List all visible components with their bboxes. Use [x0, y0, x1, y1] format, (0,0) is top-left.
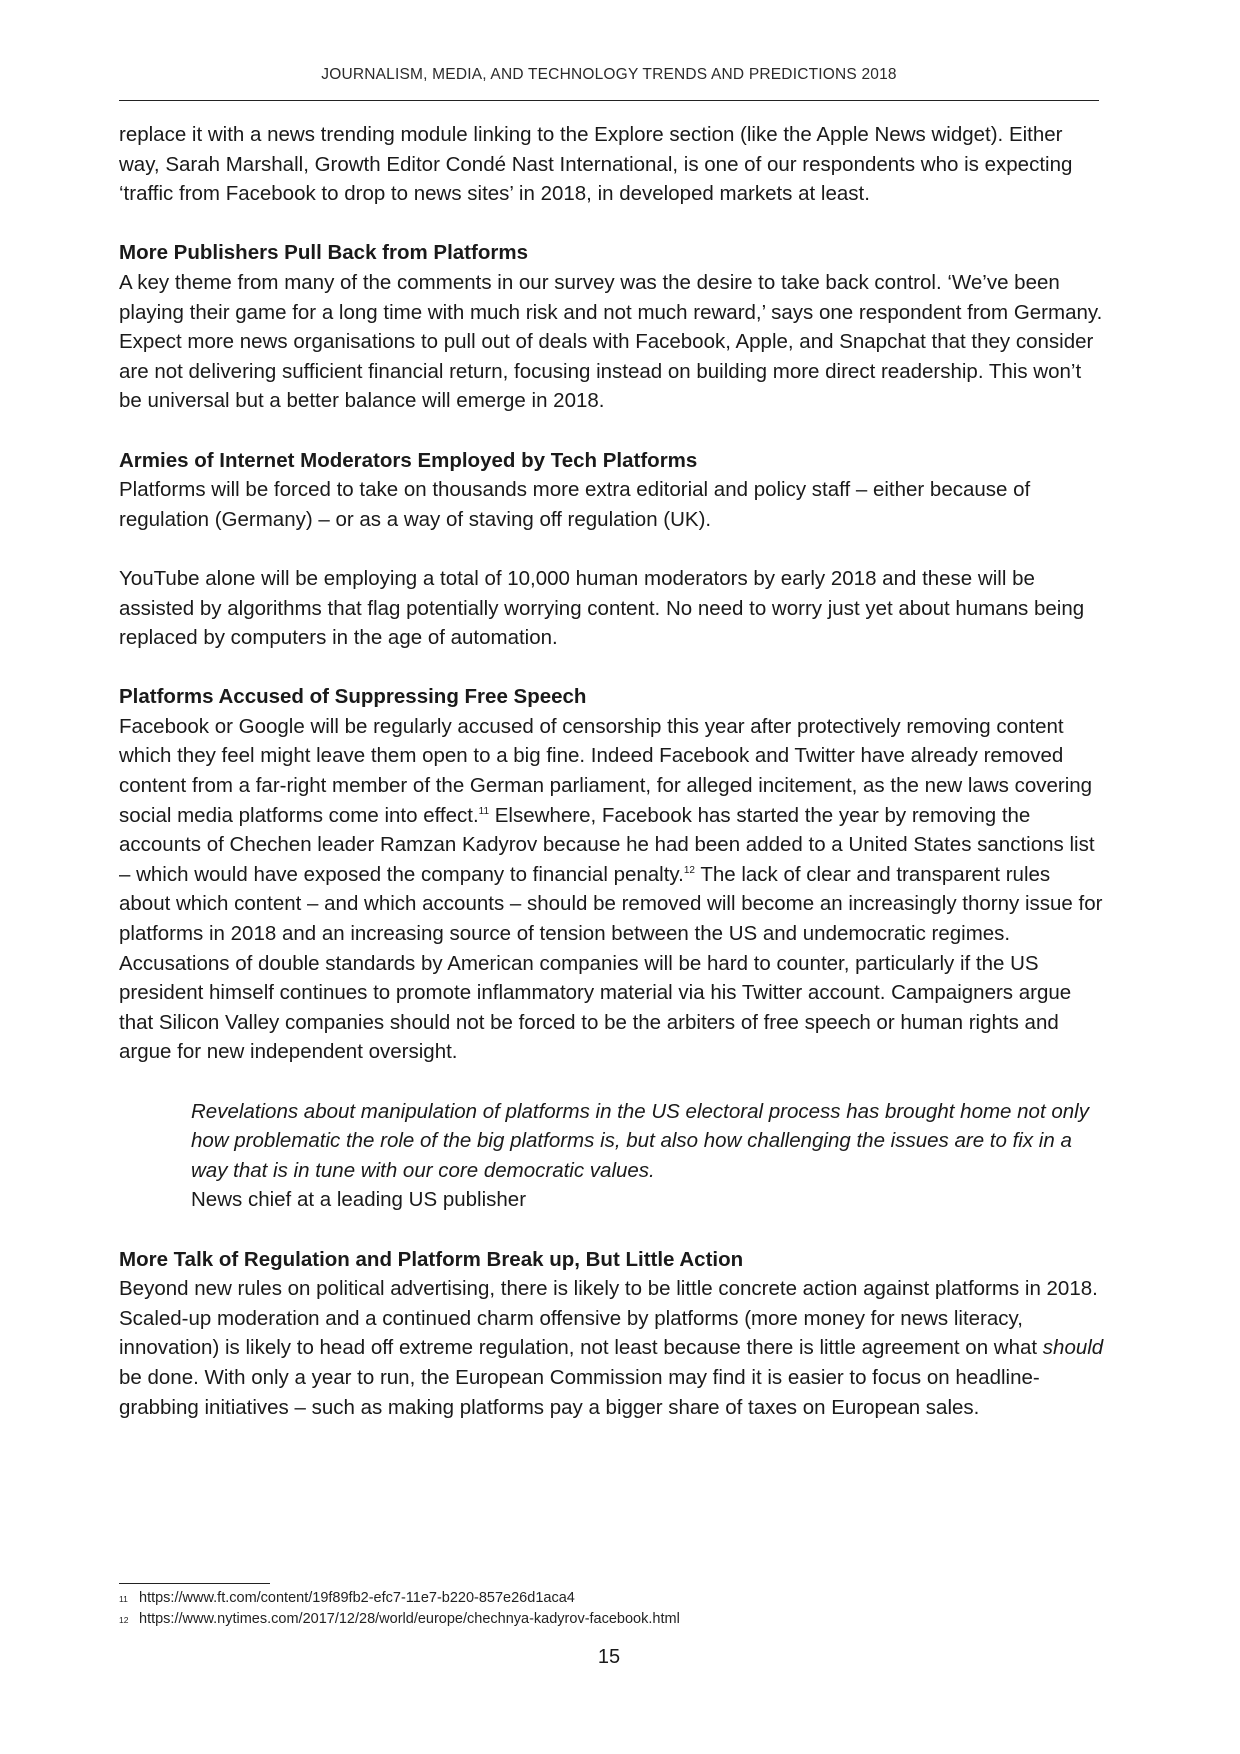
regulation-emphasis: should	[1042, 1336, 1104, 1360]
page-number: 15	[597, 1646, 621, 1668]
intro-paragraph: replace it with a news trending module linking to the Explore section (like the Apple News widget). Either way, Sarah Marshall, Growth Editor Condé Nast International, is one of our respondents who is expecting ‘traffic from Facebook to drop to news sites’ in 2018, in developed markets at least.	[119, 123, 1073, 206]
pull-quote	[191, 1097, 1104, 1215]
section-body-moderators-2: YouTube alone will be employing a total of 10,000 human moderators by early 2018 and these will be assisted by algorithms that flag potentially worrying content. No need to worry just yet about humans being replaced by computers in the age of automation.	[119, 566, 1085, 650]
section-heading-free-speech: Platforms Accused of Suppressing Free Speech	[119, 685, 587, 709]
footnote-link[interactable]: https://www.ft.com/content/19f89fb2-efc7-11e7-b220-857e26d1aca4	[139, 1590, 575, 1606]
footnote-12	[119, 1609, 1099, 1630]
quote-text: Revelations about manipulation of platforms in the US electoral process has brought home not only how problematic the role of the big platforms is, but also how challenging the issues are to fix in a way that is in tune with our core democratic values.	[191, 1099, 1089, 1182]
section-body-moderators-1: Platforms will be forced to take on thousands more extra editorial and policy staff – either because of regulation (Germany) – or as a way of staving off regulation (UK).	[119, 478, 1031, 531]
regulation-text-b: be done. With only a year to run, the European Commission may find it is easier to focus on headline-grabbing initiatives – such as making platforms pay a bigger share of taxes on European sales.	[119, 1365, 1040, 1419]
footnote-divider	[119, 1583, 270, 1584]
free-speech-text-c: The lack of clear and transparent rules about which content – and which accounts – should be removed will become an increasingly thorny issue for platforms in 2018 and an increasing source of tension between the US and undemocratic regimes. Accusations of double standards by American companies will be hard to counter, particularly if the US president himself continues to promote inflammatory material via his Twitter account. Campaigners argue that Silicon Valley companies should not be forced to be the arbiters of free speech or human rights and argue for new independent oversight.	[119, 862, 1103, 1064]
footnote-ref-12[interactable]: 12	[683, 864, 695, 876]
section-body-publishers: A key theme from many of the comments in our survey was the desire to take back control. ‘We’ve been playing their game for a long time with much risk and not much reward,’ says one respondent from Germany. Expect more news organisations to pull out of deals with Facebook, Apple, and Snapchat that they consider are not delivering sufficient financial return, focusing instead on building more direct readership. This won’t be universal but a better balance will emerge in 2018.	[119, 270, 1103, 413]
header-divider	[119, 100, 1099, 101]
quote-source: News chief at a leading US publisher	[191, 1188, 527, 1212]
section-body-regulation	[119, 1274, 1104, 1422]
section-body-free-speech	[119, 712, 1104, 1067]
main-content	[119, 120, 1104, 1422]
section-heading-publishers: More Publishers Pull Back from Platforms	[119, 241, 528, 265]
footnotes	[119, 1588, 1099, 1630]
footnote-number: 11	[119, 1594, 128, 1604]
footnote-number: 12	[119, 1615, 129, 1625]
footnote-link[interactable]: https://www.nytimes.com/2017/12/28/world/europe/chechnya-kadyrov-facebook.html	[139, 1611, 680, 1627]
free-speech-text-a: Facebook or Google will be regularly accused of censorship this year after protectively removing content which they feel might leave them open to a big fine. Indeed Facebook and Twitter have already removed content from a far-right member of the German parliament, for alleged incitement, as the new laws covering social media platforms come into effect.	[119, 714, 1093, 827]
page-header: JOURNALISM, MEDIA, AND TECHNOLOGY TRENDS AND PREDICTIONS 2018	[321, 66, 897, 83]
footnote-11	[119, 1588, 1099, 1609]
free-speech-text-b: Elsewhere, Facebook has started the year by removing the accounts of Chechen leader Ramzan Kadyrov because he had been added to a United States sanctions list – which would have exposed the company to financial penalty.	[119, 803, 1095, 886]
section-heading-moderators: Armies of Internet Moderators Employed by Tech Platforms	[119, 448, 698, 472]
section-heading-regulation: More Talk of Regulation and Platform Break up, But Little Action	[119, 1247, 744, 1271]
footnote-ref-11[interactable]: 11	[478, 805, 490, 817]
regulation-text-a: Beyond new rules on political advertising, there is likely to be little concrete action against platforms in 2018. Scaled-up moderation and a continued charm offensive by platforms (more money for news literacy, innovation) is likely to head off extreme regulation, not least because there is little agreement on what	[119, 1277, 1098, 1360]
